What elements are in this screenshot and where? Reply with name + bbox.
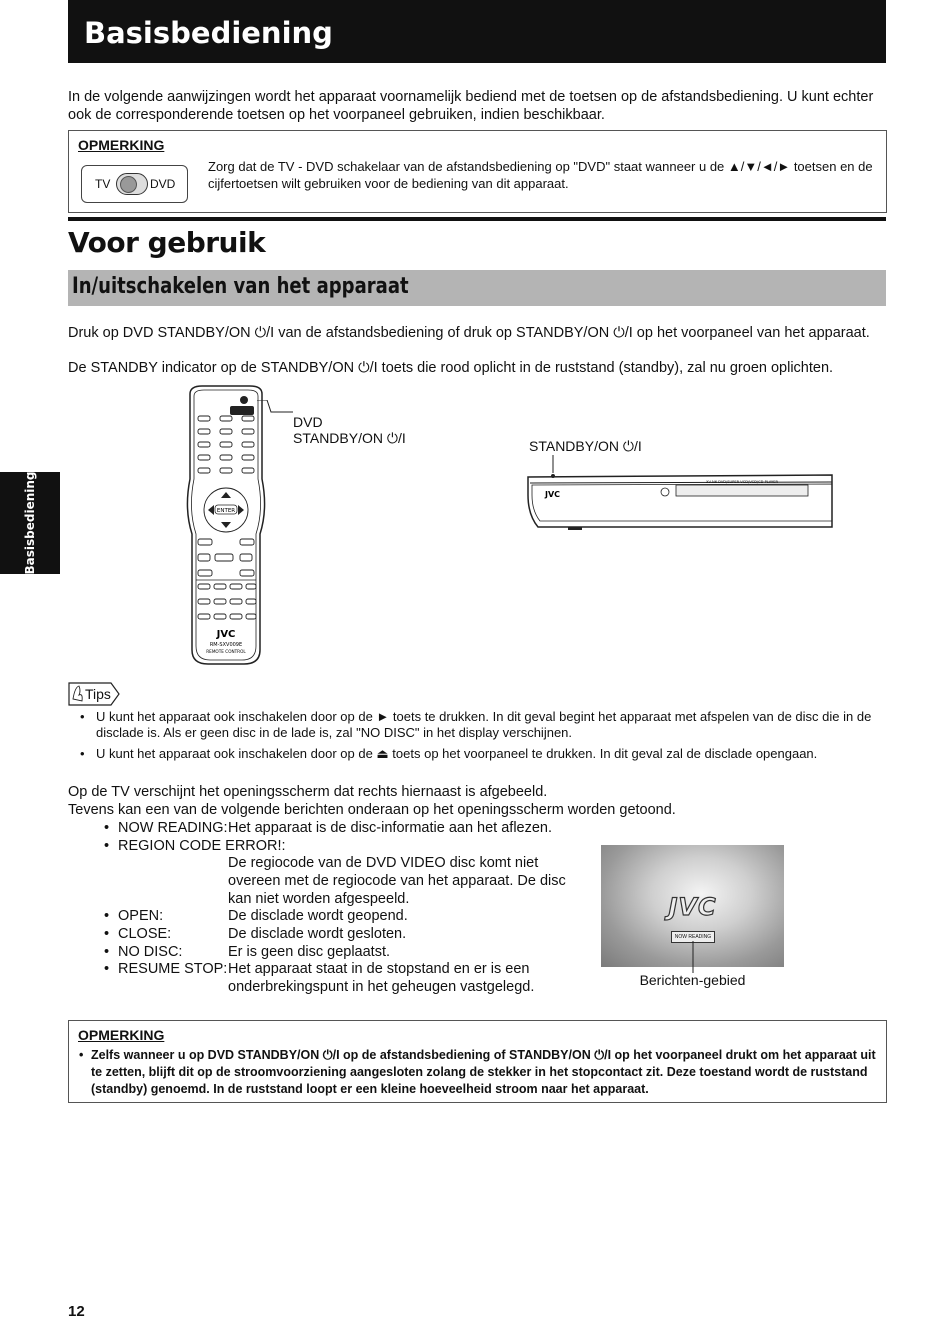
note-text-2: • Zelfs wanneer u op DVD STANDBY/ON ⏻/I op de afstandsbediening of STANDBY/ON ⏻/I op het voorpaneel drukt om het apparaat uit te zetten, blijft dit op de stroomvoorziening aangesloten zolang de stekker in het stopcontact zit. Deze toestand wordt de ruststand (standby) genoemd. In de ruststand loopt er een kleine hoeveelheid stroom naar het apparaat. — [79, 1048, 876, 1096]
tv-caption: Berichten-gebied — [639, 972, 746, 988]
tip-item: • U kunt het apparaat ook inschakelen door op de ⏏ toets op het voorpaneel te drukken. In dit geval zal de disclade opengaan. — [80, 746, 818, 761]
remote-callout — [293, 414, 406, 446]
page-title: Basisbediening — [84, 16, 333, 50]
tv-logo: JVC — [668, 893, 717, 921]
note-text: Zorg dat de TV - DVD schakelaar van de afstandsbediening op "DVD" staat wanneer u de ▲/▼/◄/► toetsen en de cijfertoetsen wilt gebruiken voor de bediening van dit apparaat. — [208, 159, 873, 191]
player-model: XV-N6 DVD/SUPER VCD/VCD/CD PLAYER — [706, 480, 778, 484]
header-bar — [68, 0, 886, 63]
tv-message-area: NOW READING — [671, 931, 715, 943]
note-box — [68, 130, 887, 213]
player-callout: STANDBY/ON ⏻/I — [529, 438, 642, 454]
tip-item: • U kunt het apparaat ook inschakelen door op de ► toets te drukken. In dit geval begint het apparaat met afspelen van de disc die in de disclade is. Als er geen disc in de lade is, zal "NO DISC" in het display verschijnen. — [80, 709, 872, 740]
subsection-bar — [68, 270, 886, 306]
intro-text: In de volgende aanwijzingen wordt het apparaat voornamelijk bediend met de toetsen op de afstandsbediening. U kunt echter ook de corresponderende toetsen op het voorpaneel gebruiken, indien beschikbaar. — [68, 89, 874, 123]
screen-text-1: Op de TV verschijnt het openingsscherm dat rechts hiernaast is afgebeeld. — [68, 784, 548, 800]
remote-control-illustration — [184, 384, 268, 668]
remote-model: RM-SXV009E — [209, 642, 243, 648]
instruction-text-2: De STANDBY indicator op de STANDBY/ON ⏻/I toets die rood oplicht in de ruststand (standby), zal nu groen oplichten. — [68, 360, 834, 376]
tv-caption-pointer — [688, 940, 698, 974]
side-tab-label: Basisbediening — [23, 471, 37, 575]
remote-model-sub: REMOTE CONTROL — [206, 649, 246, 654]
remote-callout-line — [255, 400, 295, 420]
switch-label-dvd: DVD — [150, 177, 176, 191]
section-divider — [68, 217, 886, 221]
switch-knob-icon — [116, 173, 148, 195]
tips-label: Tips — [85, 686, 111, 702]
remote-brand: JVC — [216, 629, 236, 640]
side-tab — [0, 472, 60, 574]
subsection-title: In/uitschakelen van het apparaat — [72, 274, 409, 299]
switch-label-tv: TV — [95, 177, 111, 191]
tv-dvd-switch-icon — [81, 165, 188, 203]
note-heading: OPMERKING — [78, 137, 165, 153]
note-box-2 — [68, 1020, 887, 1103]
remote-callout-line2: STANDBY/ON ⏻/I — [293, 430, 406, 446]
note-heading-2: OPMERKING — [78, 1027, 165, 1043]
section-title: Voor gebruik — [68, 226, 266, 259]
player-brand: JVC — [545, 490, 561, 499]
remote-callout-line1: DVD — [293, 414, 323, 430]
instruction-text-1: Druk op DVD STANDBY/ON ⏻/I van de afstandsbediening of druk op STANDBY/ON ⏻/I op het voorpaneel van het apparaat. — [68, 325, 870, 341]
dvd-player-illustration — [526, 455, 834, 531]
page-number: 12 — [68, 1303, 85, 1320]
remote-enter-label: ENTER — [216, 508, 236, 514]
screen-text-2: Tevens kan een van de volgende berichten onderaan op het openingsscherm worden getoond. — [68, 802, 676, 818]
standby-button-icon — [230, 406, 254, 415]
